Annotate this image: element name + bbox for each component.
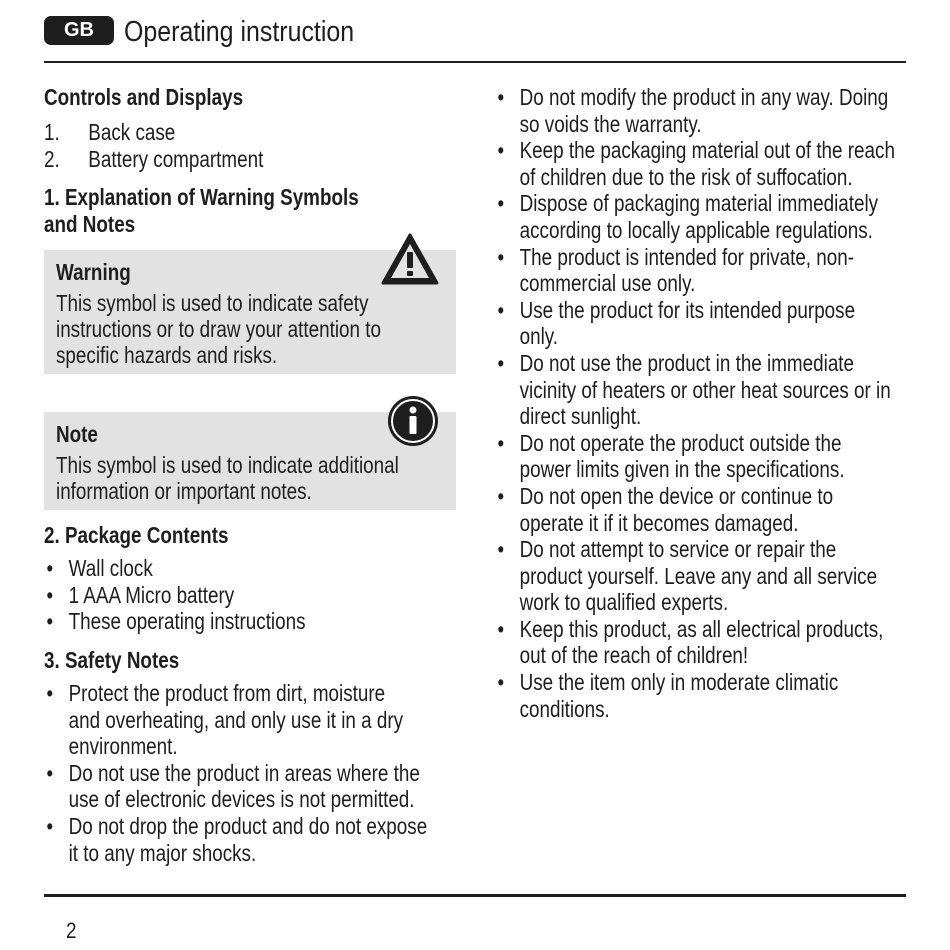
list-item: • Wall clock: [46, 555, 153, 582]
page-number: 2: [66, 918, 77, 943]
list-item: • Use the product for its intended purpose only.: [497, 296, 856, 350]
list-item: • Dispose of packaging material immediately according to locally applicable regulations.: [497, 190, 879, 243]
list-item: • Protect the product from dirt, moisture and overheating, and only use it in a dry environment.: [46, 679, 404, 760]
list-item: • Do not drop the product and do not expose it to any major shocks.: [46, 812, 428, 866]
safety-notes-list-left: [44, 680, 475, 866]
list-item: • These operating instructions: [46, 608, 306, 635]
controls-heading: Controls and Displays: [44, 84, 244, 110]
page-header: [44, 14, 906, 50]
list-item: 2. Battery compartment: [44, 145, 264, 172]
list-item: • 1 AAA Micro battery: [46, 581, 235, 608]
list-item: • Do not attempt to service or repair the product yourself. Leave any and all service work to qualified experts.: [497, 536, 878, 616]
section1-heading: 1. Explanation of Warning Symbols and Notes: [44, 184, 359, 238]
warning-box: [44, 250, 456, 374]
list-item: • Do not use the product in the immediate vicinity of heaters or other heat sources or in direct sunlight.: [497, 349, 891, 430]
list-item: 1. Back case: [44, 119, 176, 145]
list-item: • Do not use the product in areas where the use of electronic devices is not permitted.: [46, 759, 420, 813]
list-item: • Keep the packaging material out of the reach of children due to the risk of suffocation.: [497, 137, 895, 190]
safety-notes-list-right: [495, 84, 926, 722]
list-item: • Keep this product, as all electrical products, out of the reach of children!: [497, 615, 884, 669]
list-item: • Do not modify the product in any way. Doing so voids the warranty.: [497, 84, 889, 137]
note-title: Note: [56, 421, 98, 448]
warning-title: Warning: [56, 259, 131, 286]
section2-heading: 2. Package Contents: [44, 522, 229, 549]
warning-text: This symbol is used to indicate safety instructions or to draw your attention to specific hazards and risks.: [56, 290, 381, 369]
controls-list: [44, 119, 475, 172]
list-item: • Do not open the device or continue to operate it if it becomes damaged.: [497, 482, 834, 536]
top-divider: [44, 61, 906, 63]
right-column: [495, 84, 915, 722]
list-item: • Use the item only in moderate climatic conditions.: [497, 669, 839, 722]
note-box: [44, 412, 456, 510]
page-title: Operating instruction: [124, 16, 355, 48]
left-column: [44, 84, 464, 866]
language-badge: GB: [44, 16, 114, 45]
list-item: • Do not operate the product outside the power limits given in the specifications.: [497, 429, 845, 483]
section3-heading: 3. Safety Notes: [44, 646, 180, 673]
note-text: This symbol is used to indicate additional information or important notes.: [56, 452, 399, 505]
list-item: • The product is intended for private, non- commercial use only.: [497, 243, 855, 297]
bottom-divider: [44, 894, 906, 897]
package-contents-list: [44, 555, 475, 635]
